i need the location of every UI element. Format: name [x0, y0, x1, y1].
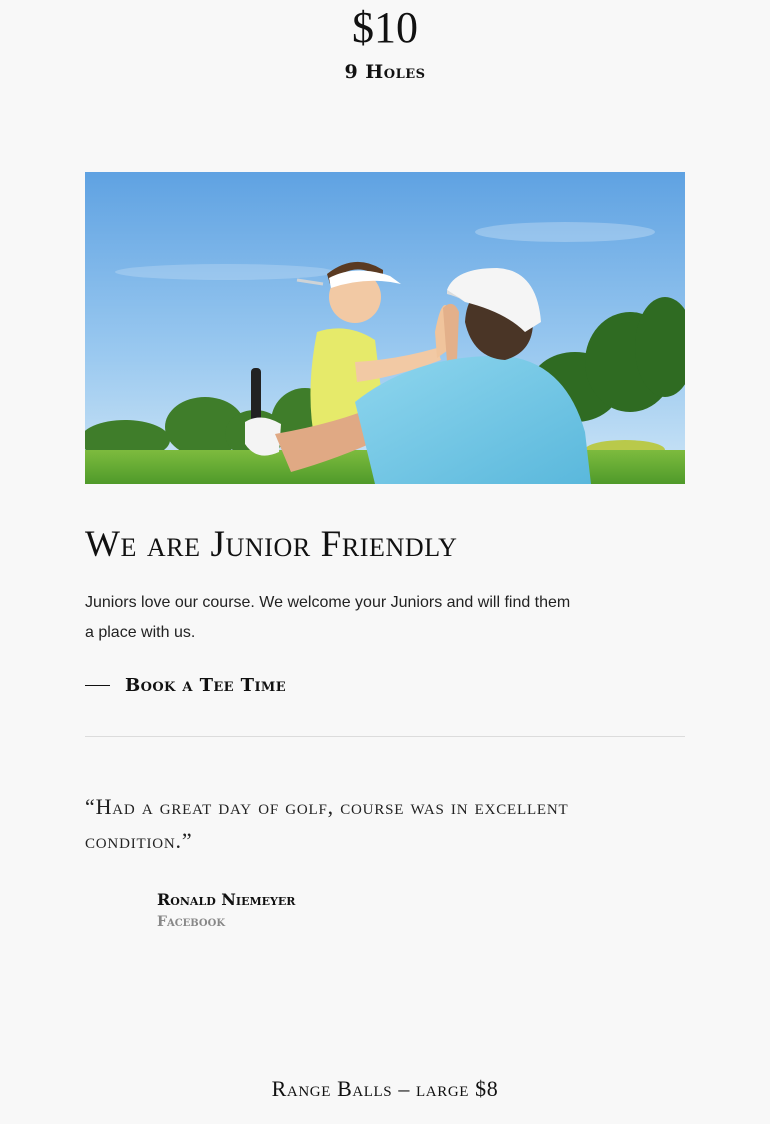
- section-divider: [85, 736, 685, 737]
- book-tee-time-link[interactable]: [85, 670, 286, 700]
- next-price-item: Range Balls – large $8: [271, 1076, 499, 1101]
- cta-line-decoration: [85, 685, 110, 686]
- price-amount: $10: [352, 3, 418, 52]
- testimonial-author: Ronald Niemeyer: [157, 890, 296, 909]
- junior-golf-photo: [85, 172, 685, 484]
- testimonial-source: Facebook: [157, 914, 226, 930]
- section-description: Juniors love our course. We welcome your Juniors and will find them a place with us.: [85, 594, 571, 641]
- section-heading: We are Junior Friendly: [85, 524, 458, 565]
- price-label: 9 Holes: [344, 61, 426, 83]
- testimonial-quote: “Had a great day of golf, course was in excellent condition.”: [85, 794, 569, 853]
- cta-label: Book a Tee Time: [125, 674, 287, 696]
